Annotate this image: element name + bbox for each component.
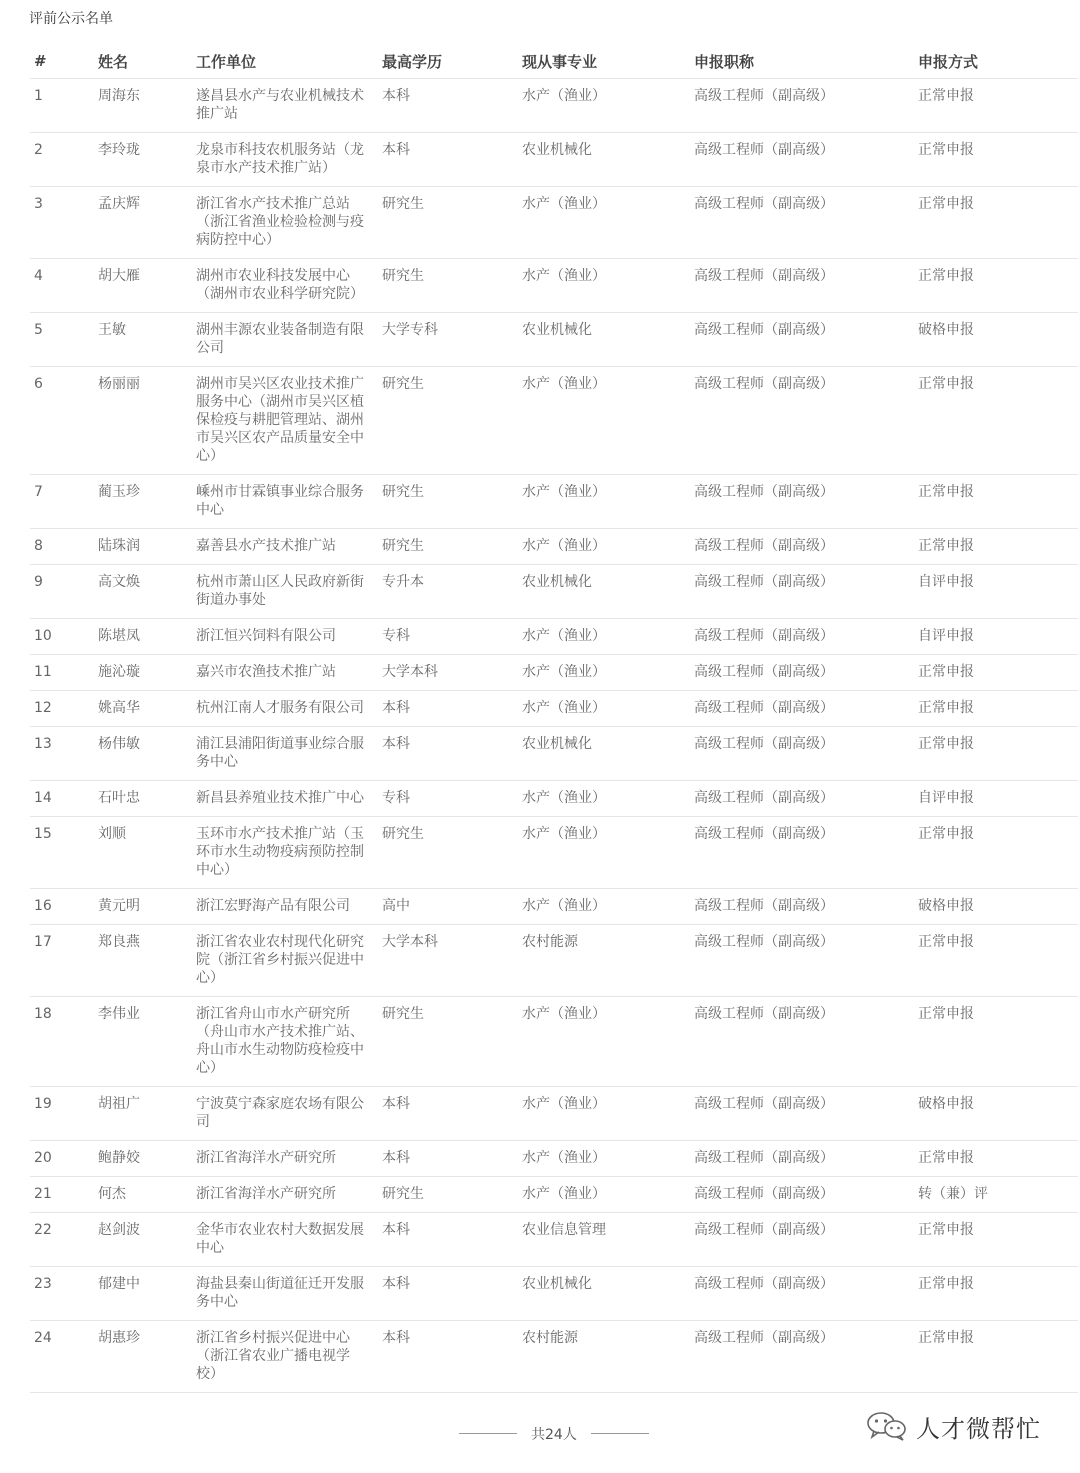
row-title: 高级工程师（副高级）	[690, 925, 914, 997]
row-method: 正常申报	[914, 367, 1078, 475]
col-major: 现从事专业	[518, 44, 690, 79]
row-org: 浙江省海洋水产研究所	[192, 1177, 378, 1213]
watermark	[866, 1408, 1041, 1444]
row-org: 龙泉市科技农机服务站（龙泉市水产技术推广站）	[192, 133, 378, 187]
row-method: 正常申报	[914, 529, 1078, 565]
table-row	[30, 79, 1078, 133]
row-major: 农业机械化	[518, 565, 690, 619]
row-major: 水产（渔业）	[518, 691, 690, 727]
row-index: 20	[30, 1141, 94, 1177]
row-major: 水产（渔业）	[518, 655, 690, 691]
row-major: 水产（渔业）	[518, 529, 690, 565]
footer-line-right	[591, 1433, 649, 1434]
row-education: 研究生	[378, 187, 518, 259]
row-org: 杭州江南人才服务有限公司	[192, 691, 378, 727]
row-education: 研究生	[378, 817, 518, 889]
row-major: 水产（渔业）	[518, 817, 690, 889]
table-row	[30, 133, 1078, 187]
row-index: 22	[30, 1213, 94, 1267]
table-row	[30, 691, 1078, 727]
row-title: 高级工程师（副高级）	[690, 781, 914, 817]
row-index: 11	[30, 655, 94, 691]
row-org: 金华市农业农村大数据发展中心	[192, 1213, 378, 1267]
row-name: 杨丽丽	[94, 367, 192, 475]
row-index: 5	[30, 313, 94, 367]
row-index: 7	[30, 475, 94, 529]
row-name: 蔺玉珍	[94, 475, 192, 529]
table-row	[30, 1141, 1078, 1177]
row-name: 胡祖广	[94, 1087, 192, 1141]
row-education: 研究生	[378, 997, 518, 1087]
row-org: 浙江省舟山市水产研究所（舟山市水产技术推广站、舟山市水生动物防疫检疫中心）	[192, 997, 378, 1087]
wechat-icon	[866, 1411, 908, 1441]
row-name: 周海东	[94, 79, 192, 133]
row-method: 正常申报	[914, 1321, 1078, 1393]
col-title: 申报职称	[690, 44, 914, 79]
row-index: 24	[30, 1321, 94, 1393]
row-title: 高级工程师（副高级）	[690, 1141, 914, 1177]
row-method: 正常申报	[914, 259, 1078, 313]
row-index: 13	[30, 727, 94, 781]
row-major: 水产（渔业）	[518, 1177, 690, 1213]
row-method: 正常申报	[914, 1213, 1078, 1267]
row-name: 黄元明	[94, 889, 192, 925]
page-title: 评前公示名单	[29, 11, 113, 27]
row-title: 高级工程师（副高级）	[690, 619, 914, 655]
row-method: 转（兼）评	[914, 1177, 1078, 1213]
row-name: 赵剑波	[94, 1213, 192, 1267]
row-name: 郑良燕	[94, 925, 192, 997]
table-row	[30, 475, 1078, 529]
row-education: 专升本	[378, 565, 518, 619]
row-method: 正常申报	[914, 655, 1078, 691]
row-index: 23	[30, 1267, 94, 1321]
row-org: 浙江省海洋水产研究所	[192, 1141, 378, 1177]
row-org: 浙江恒兴饲料有限公司	[192, 619, 378, 655]
row-method: 自评申报	[914, 619, 1078, 655]
row-name: 何杰	[94, 1177, 192, 1213]
row-major: 农业机械化	[518, 1267, 690, 1321]
row-org: 湖州丰源农业装备制造有限公司	[192, 313, 378, 367]
row-method: 正常申报	[914, 727, 1078, 781]
row-name: 鲍静姣	[94, 1141, 192, 1177]
row-org: 玉环市水产技术推广站（玉环市水生动物疫病预防控制中心）	[192, 817, 378, 889]
row-education: 高中	[378, 889, 518, 925]
row-index: 14	[30, 781, 94, 817]
row-education: 本科	[378, 79, 518, 133]
table-header	[30, 44, 1078, 79]
footer-line-left	[459, 1433, 517, 1434]
row-name: 陆珠润	[94, 529, 192, 565]
table-row	[30, 187, 1078, 259]
table-row	[30, 1087, 1078, 1141]
row-index: 4	[30, 259, 94, 313]
row-method: 破格申报	[914, 1087, 1078, 1141]
row-major: 水产（渔业）	[518, 889, 690, 925]
table-row	[30, 997, 1078, 1087]
row-major: 农业机械化	[518, 313, 690, 367]
row-method: 破格申报	[914, 313, 1078, 367]
col-education: 最高学历	[378, 44, 518, 79]
row-major: 农业机械化	[518, 727, 690, 781]
row-org: 嘉兴市农渔技术推广站	[192, 655, 378, 691]
row-name: 姚高华	[94, 691, 192, 727]
row-name: 郁建中	[94, 1267, 192, 1321]
total-count: 共24人	[531, 1427, 577, 1443]
row-method: 破格申报	[914, 889, 1078, 925]
row-education: 本科	[378, 133, 518, 187]
row-method: 正常申报	[914, 1141, 1078, 1177]
table-row	[30, 565, 1078, 619]
row-method: 正常申报	[914, 925, 1078, 997]
row-education: 本科	[378, 691, 518, 727]
row-method: 正常申报	[914, 475, 1078, 529]
table-row	[30, 655, 1078, 691]
row-education: 研究生	[378, 529, 518, 565]
row-major: 水产（渔业）	[518, 259, 690, 313]
row-major: 农村能源	[518, 1321, 690, 1393]
table-row	[30, 781, 1078, 817]
table-row	[30, 619, 1078, 655]
row-major: 农业机械化	[518, 133, 690, 187]
table-row	[30, 1267, 1078, 1321]
row-education: 本科	[378, 1267, 518, 1321]
row-index: 16	[30, 889, 94, 925]
row-title: 高级工程师（副高级）	[690, 529, 914, 565]
row-education: 本科	[378, 1141, 518, 1177]
row-title: 高级工程师（副高级）	[690, 727, 914, 781]
row-education: 大学专科	[378, 313, 518, 367]
row-method: 自评申报	[914, 781, 1078, 817]
row-name: 刘顺	[94, 817, 192, 889]
table-row	[30, 1213, 1078, 1267]
row-index: 2	[30, 133, 94, 187]
row-education: 本科	[378, 1321, 518, 1393]
table-row	[30, 1177, 1078, 1213]
row-index: 9	[30, 565, 94, 619]
row-org: 宁波莫宁森家庭农场有限公司	[192, 1087, 378, 1141]
row-education: 研究生	[378, 259, 518, 313]
row-method: 正常申报	[914, 1267, 1078, 1321]
row-org: 新昌县养殖业技术推广中心	[192, 781, 378, 817]
table-row	[30, 259, 1078, 313]
row-method: 正常申报	[914, 187, 1078, 259]
row-title: 高级工程师（副高级）	[690, 79, 914, 133]
row-title: 高级工程师（副高级）	[690, 997, 914, 1087]
row-name: 胡大雁	[94, 259, 192, 313]
row-index: 17	[30, 925, 94, 997]
row-index: 8	[30, 529, 94, 565]
row-title: 高级工程师（副高级）	[690, 475, 914, 529]
col-name: 姓名	[94, 44, 192, 79]
row-method: 正常申报	[914, 817, 1078, 889]
row-education: 本科	[378, 1213, 518, 1267]
row-org: 遂昌县水产与农业机械技术推广站	[192, 79, 378, 133]
row-title: 高级工程师（副高级）	[690, 187, 914, 259]
row-education: 大学本科	[378, 925, 518, 997]
row-major: 水产（渔业）	[518, 781, 690, 817]
row-title: 高级工程师（副高级）	[690, 655, 914, 691]
row-org: 嵊州市甘霖镇事业综合服务中心	[192, 475, 378, 529]
row-title: 高级工程师（副高级）	[690, 367, 914, 475]
table-row	[30, 817, 1078, 889]
row-education: 本科	[378, 727, 518, 781]
row-index: 18	[30, 997, 94, 1087]
row-title: 高级工程师（副高级）	[690, 1177, 914, 1213]
row-title: 高级工程师（副高级）	[690, 565, 914, 619]
row-major: 水产（渔业）	[518, 79, 690, 133]
table-row	[30, 529, 1078, 565]
row-name: 孟庆辉	[94, 187, 192, 259]
col-index: #	[30, 44, 94, 79]
row-major: 水产（渔业）	[518, 619, 690, 655]
row-major: 水产（渔业）	[518, 1141, 690, 1177]
watermark-text: 人才微帮忙	[916, 1414, 1041, 1443]
row-index: 21	[30, 1177, 94, 1213]
table-row	[30, 1321, 1078, 1393]
row-title: 高级工程师（副高级）	[690, 691, 914, 727]
row-education: 专科	[378, 781, 518, 817]
row-index: 6	[30, 367, 94, 475]
row-education: 研究生	[378, 475, 518, 529]
row-title: 高级工程师（副高级）	[690, 259, 914, 313]
table-row	[30, 727, 1078, 781]
row-education: 专科	[378, 619, 518, 655]
table-row	[30, 313, 1078, 367]
row-name: 王敏	[94, 313, 192, 367]
row-index: 19	[30, 1087, 94, 1141]
table-row	[30, 367, 1078, 475]
row-org: 浙江省乡村振兴促进中心（浙江省农业广播电视学校）	[192, 1321, 378, 1393]
row-org: 海盐县秦山街道征迁开发服务中心	[192, 1267, 378, 1321]
row-title: 高级工程师（副高级）	[690, 1267, 914, 1321]
row-org: 浦江县浦阳街道事业综合服务中心	[192, 727, 378, 781]
row-name: 高文焕	[94, 565, 192, 619]
applicant-table	[30, 44, 1078, 1393]
row-index: 15	[30, 817, 94, 889]
row-name: 李伟业	[94, 997, 192, 1087]
table-row	[30, 889, 1078, 925]
row-index: 10	[30, 619, 94, 655]
row-title: 高级工程师（副高级）	[690, 133, 914, 187]
row-major: 水产（渔业）	[518, 475, 690, 529]
row-method: 正常申报	[914, 691, 1078, 727]
row-name: 李玲珑	[94, 133, 192, 187]
row-index: 3	[30, 187, 94, 259]
row-name: 施沁璇	[94, 655, 192, 691]
row-org: 湖州市吴兴区农业技术推广服务中心（湖州市吴兴区植保检疫与耕肥管理站、湖州市吴兴区农产品质量安全中心）	[192, 367, 378, 475]
row-name: 石叶忠	[94, 781, 192, 817]
row-title: 高级工程师（副高级）	[690, 817, 914, 889]
row-title: 高级工程师（副高级）	[690, 1087, 914, 1141]
row-method: 正常申报	[914, 133, 1078, 187]
row-education: 本科	[378, 1087, 518, 1141]
row-major: 水产（渔业）	[518, 367, 690, 475]
row-method: 自评申报	[914, 565, 1078, 619]
table-row	[30, 925, 1078, 997]
row-title: 高级工程师（副高级）	[690, 889, 914, 925]
row-org: 湖州市农业科技发展中心（湖州市农业科学研究院）	[192, 259, 378, 313]
row-education: 研究生	[378, 1177, 518, 1213]
col-method: 申报方式	[914, 44, 1078, 79]
row-title: 高级工程师（副高级）	[690, 313, 914, 367]
row-index: 12	[30, 691, 94, 727]
row-org: 嘉善县水产技术推广站	[192, 529, 378, 565]
row-major: 农村能源	[518, 925, 690, 997]
row-org: 杭州市萧山区人民政府新街街道办事处	[192, 565, 378, 619]
row-title: 高级工程师（副高级）	[690, 1321, 914, 1393]
row-method: 正常申报	[914, 79, 1078, 133]
row-education: 大学本科	[378, 655, 518, 691]
col-org: 工作单位	[192, 44, 378, 79]
row-title: 高级工程师（副高级）	[690, 1213, 914, 1267]
row-education: 研究生	[378, 367, 518, 475]
row-major: 水产（渔业）	[518, 997, 690, 1087]
row-org: 浙江宏野海产品有限公司	[192, 889, 378, 925]
row-name: 胡惠珍	[94, 1321, 192, 1393]
row-method: 正常申报	[914, 997, 1078, 1087]
row-org: 浙江省水产技术推广总站（浙江省渔业检验检测与疫病防控中心）	[192, 187, 378, 259]
row-major: 农业信息管理	[518, 1213, 690, 1267]
row-name: 陈堪凤	[94, 619, 192, 655]
row-org: 浙江省农业农村现代化研究院（浙江省乡村振兴促进中心）	[192, 925, 378, 997]
row-name: 杨伟敏	[94, 727, 192, 781]
row-major: 水产（渔业）	[518, 1087, 690, 1141]
row-major: 水产（渔业）	[518, 187, 690, 259]
row-index: 1	[30, 79, 94, 133]
